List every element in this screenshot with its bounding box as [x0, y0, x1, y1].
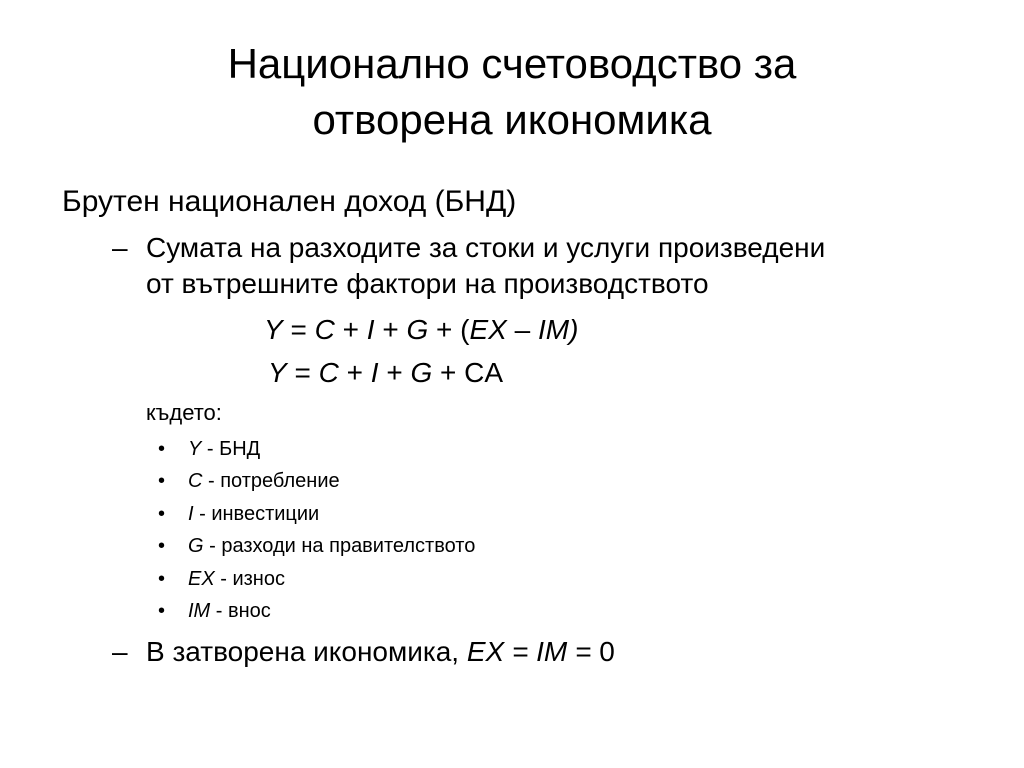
definition-item	[158, 530, 475, 562]
heading-gni: Брутен национален доход (БНД)	[62, 185, 517, 218]
dash-bullet: –	[112, 636, 128, 667]
var-g: G	[406, 314, 429, 345]
operator: =	[504, 636, 537, 667]
bullet-dot: •	[158, 502, 166, 525]
var-y: Y	[264, 314, 283, 345]
bullet-dot: •	[158, 470, 166, 493]
definition-text: - БНД	[201, 438, 261, 460]
where-label: където:	[146, 400, 222, 425]
slide-title	[0, 36, 1024, 148]
operator: + (	[428, 314, 470, 345]
definition-text: - внос	[210, 599, 271, 622]
operator: +	[374, 314, 407, 345]
definition-item	[158, 433, 475, 465]
operator: +	[432, 357, 465, 388]
var-i: I	[370, 357, 379, 388]
dash-bullet: –	[112, 232, 128, 263]
zero-value: 0	[599, 636, 615, 667]
definition-symbol: I	[188, 502, 194, 525]
title-line-2: отворена икономика	[312, 96, 712, 143]
bullet-dot: •	[158, 599, 166, 622]
var-g: G	[410, 357, 433, 388]
definition-item	[158, 465, 475, 497]
title-line-1: Национално счетоводство за	[227, 40, 797, 87]
var-y: Y	[268, 357, 287, 388]
definition-item	[158, 563, 475, 595]
definition-symbol: IM	[188, 599, 211, 622]
definition-item	[158, 595, 475, 627]
operator: +	[338, 357, 371, 388]
var-ex: EX	[469, 314, 507, 345]
description-text	[146, 230, 825, 302]
closed-economy-text	[146, 634, 615, 670]
var-c: C	[314, 314, 335, 345]
var-ex: EX	[466, 636, 505, 667]
bullet-dot: •	[158, 438, 166, 460]
operator: –	[506, 314, 538, 345]
var-ca: CA	[464, 357, 504, 388]
var-c: C	[318, 357, 339, 388]
operator: =	[282, 314, 315, 345]
description-line-2: от вътрешните фактори на производството	[146, 268, 709, 299]
definition-text: - потребление	[202, 470, 340, 493]
formula-current-account	[268, 355, 503, 391]
definition-symbol: Y	[188, 438, 202, 460]
description-line-1: Сумата на разходите за стоки и услуги произведени	[146, 232, 826, 263]
operator: =	[567, 636, 600, 667]
var-im: IM	[536, 636, 568, 667]
definition-text: - износ	[214, 567, 285, 590]
closed-economy-label: В затворена икономика,	[146, 636, 467, 667]
definition-symbol: C	[188, 470, 203, 493]
operator: =	[286, 357, 319, 388]
definition-symbol: G	[188, 535, 204, 558]
bullet-dot: •	[158, 567, 166, 590]
var-i: I	[366, 314, 375, 345]
paren-close: )	[569, 314, 579, 345]
definition-text: - разходи на правителството	[203, 535, 476, 558]
var-im: IM	[537, 314, 570, 345]
bullet-dot: •	[158, 535, 166, 558]
definition-item	[158, 498, 475, 530]
formula-open-economy	[264, 312, 578, 348]
definition-text: - инвестиции	[193, 502, 320, 525]
operator: +	[378, 357, 411, 388]
definition-symbol: EX	[188, 567, 215, 590]
operator: +	[334, 314, 367, 345]
definitions-list	[158, 433, 475, 627]
